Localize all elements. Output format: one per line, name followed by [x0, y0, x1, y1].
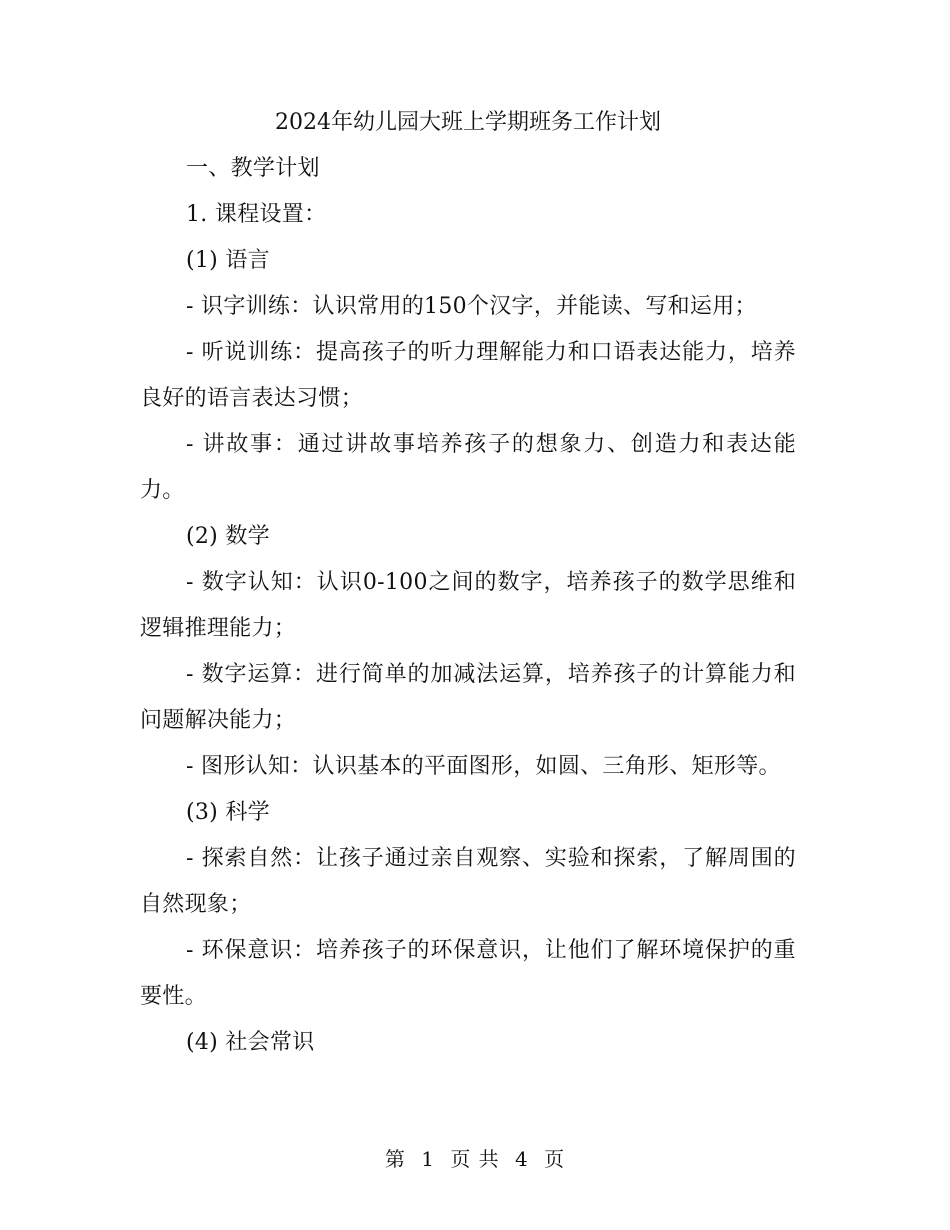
paragraph: - 数字运算：进行简单的加减法运算，培养孩子的计算能力和问题解决能力； — [140, 662, 796, 733]
subsection-course-setup: 1. 课程设置： — [186, 202, 327, 227]
total-pages-number: 4 — [515, 1147, 529, 1171]
section-heading-teaching-plan: 一、教学计划 — [186, 156, 320, 181]
footer-prefix: 第 — [384, 1147, 406, 1171]
footer-suffix: 页 — [544, 1147, 566, 1171]
paragraph: - 图形认知：认识基本的平面图形，如圆、三角形、矩形等。 — [186, 754, 781, 779]
page-footer — [0, 1144, 950, 1174]
paragraph: - 讲故事：通过讲故事培养孩子的想象力、创造力和表达能力。 — [140, 432, 796, 503]
paragraph: - 听说训练：提高孩子的听力理解能力和口语表达能力，培养良好的语言表达习惯； — [140, 340, 796, 411]
item-heading-math: (2) 数学 — [186, 524, 270, 549]
item-heading-science: (3) 科学 — [186, 800, 270, 825]
document-body — [140, 100, 796, 1066]
paragraph: - 探索自然：让孩子通过亲自观察、实验和探索，了解周围的自然现象； — [140, 846, 796, 917]
document-title: 2024年幼儿园大班上学期班务工作计划 — [275, 110, 661, 135]
paragraph: - 数字认知：认识0-100之间的数字，培养孩子的数学思维和逻辑推理能力； — [140, 570, 796, 641]
current-page-number: 1 — [421, 1147, 435, 1171]
footer-mid: 页 共 — [450, 1147, 500, 1171]
paragraph: - 环保意识：培养孩子的环保意识，让他们了解环境保护的重要性。 — [140, 938, 796, 1009]
item-heading-social: (4) 社会常识 — [186, 1030, 315, 1055]
item-heading-language: (1) 语言 — [186, 248, 270, 273]
paragraph: - 识字训练：认识常用的150个汉字，并能读、写和运用； — [186, 294, 757, 319]
